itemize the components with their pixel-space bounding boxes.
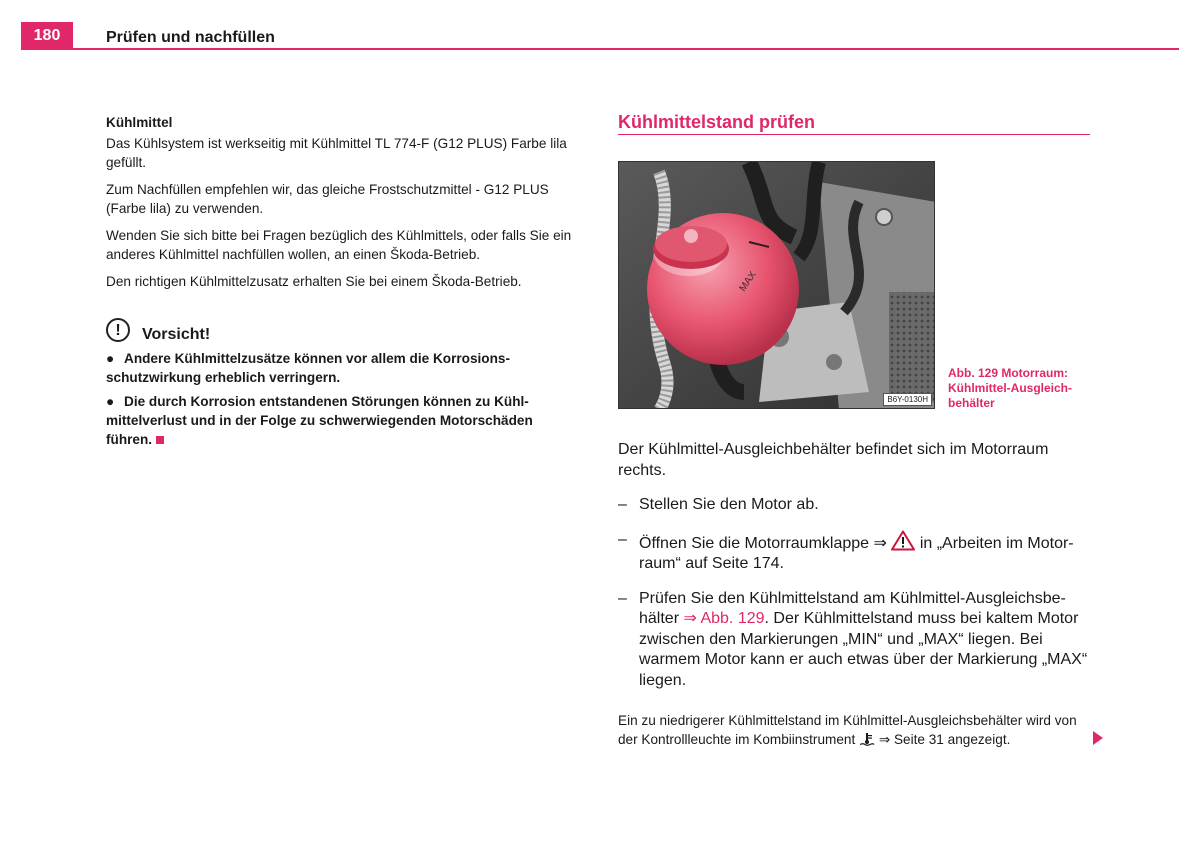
caution-box: [106, 315, 578, 449]
list-item: [618, 589, 1090, 692]
header-rule: [21, 48, 1179, 50]
figure-reference-link[interactable]: ⇒ Abb. 129: [683, 610, 765, 627]
list-item: [618, 530, 1090, 575]
list-item: [618, 495, 1090, 516]
figure-code: B6Y-0130H: [883, 393, 932, 406]
page-number: 180: [21, 22, 73, 50]
coolant-temperature-icon: [859, 732, 875, 746]
paragraph: Wenden Sie sich bitte bei Fragen bezüglich des Kühlmittels, oder falls Sie ein anderes Kühlmittel nachfüllen wollen, an einen Škoda-Betrieb.: [106, 228, 572, 262]
paragraph: Den richtigen Kühlmittelzusatz erhalten Sie bei einem Škoda-Betrieb.: [106, 274, 522, 289]
page-title: Prüfen und nachfüllen: [106, 29, 275, 46]
end-of-section-icon: [156, 436, 164, 444]
caution-list: [106, 349, 578, 449]
caution-title: Vorsicht!: [142, 325, 211, 343]
list-item: ● Die durch Korrosion entstandenen Störungen können zu Kühl-mittelverlust und in der Folge zu schwerwiegenden Motorschäden führen.: [106, 394, 533, 447]
step-text: Stellen Sie den Motor ab.: [639, 496, 819, 513]
warning-icon[interactable]: [891, 530, 915, 551]
left-column: [106, 113, 578, 454]
bullet-icon: ●: [106, 394, 115, 409]
max-marking: MAX: [737, 269, 759, 294]
paragraph: Zum Nachfüllen empfehlen wir, das gleiche Frostschutzmittel - G12 PLUS (Farbe lila) zu verwenden.: [106, 182, 549, 216]
paragraph: Das Kühlsystem ist werkseitig mit Kühlmittel TL 774-F (G12 PLUS) Farbe lila gefüllt.: [106, 136, 567, 170]
bullet-icon: ●: [106, 351, 115, 366]
engine-bay-illustration: [619, 162, 935, 409]
instructions: [618, 440, 1090, 705]
section-title: Kühlmittelstand prüfen: [618, 112, 815, 132]
note-paragraph: Ein zu niedrigerer Kühlmittelstand im Kühlmittel-Ausgleichsbehälter wird von der Kontrollleuchte im Kombiinstrument ⇒ Seite 31 angezeigt.: [618, 713, 1077, 747]
caution-icon: !: [106, 318, 130, 342]
engine-bay-figure: [618, 161, 935, 409]
step-text: Prüfen Sie den Kühlmittelstand am Kühlmittel-Ausgleichsbe-hälter ⇒ Abb. 129. Der Kühlmittelstand muss bei kaltem Motor zwischen den Markierungen „MIN“ und „MAX“ liegen. Bei warmem Motor kann er auch etwas über der Markierung „MAX“ liegen.: [639, 589, 1088, 689]
caution-header: [106, 315, 578, 345]
dash-marker: –: [618, 530, 627, 548]
intro-paragraph: Der Kühlmittel-Ausgleichbehälter befindet sich im Motorraum rechts.: [618, 441, 1049, 479]
step-text: Öffnen Sie die Motorraumklappe ⇒ in „Arbeiten im Motor-raum“ auf Seite 174.: [639, 530, 1090, 575]
dash-marker: –: [618, 589, 627, 607]
figure-caption: Abb. 129 Motorraum: Kühlmittel-Ausgleich-behälter: [948, 366, 1073, 410]
coolant-heading: Kühlmittel: [106, 115, 173, 130]
next-page-arrow-icon[interactable]: [1093, 731, 1103, 745]
list-item: ● Andere Kühlmittelzusätze können vor allem die Korrosions-schutzwirkung erheblich verringern.: [106, 351, 510, 385]
section-rule: [618, 134, 1090, 135]
dash-marker: –: [618, 496, 627, 513]
